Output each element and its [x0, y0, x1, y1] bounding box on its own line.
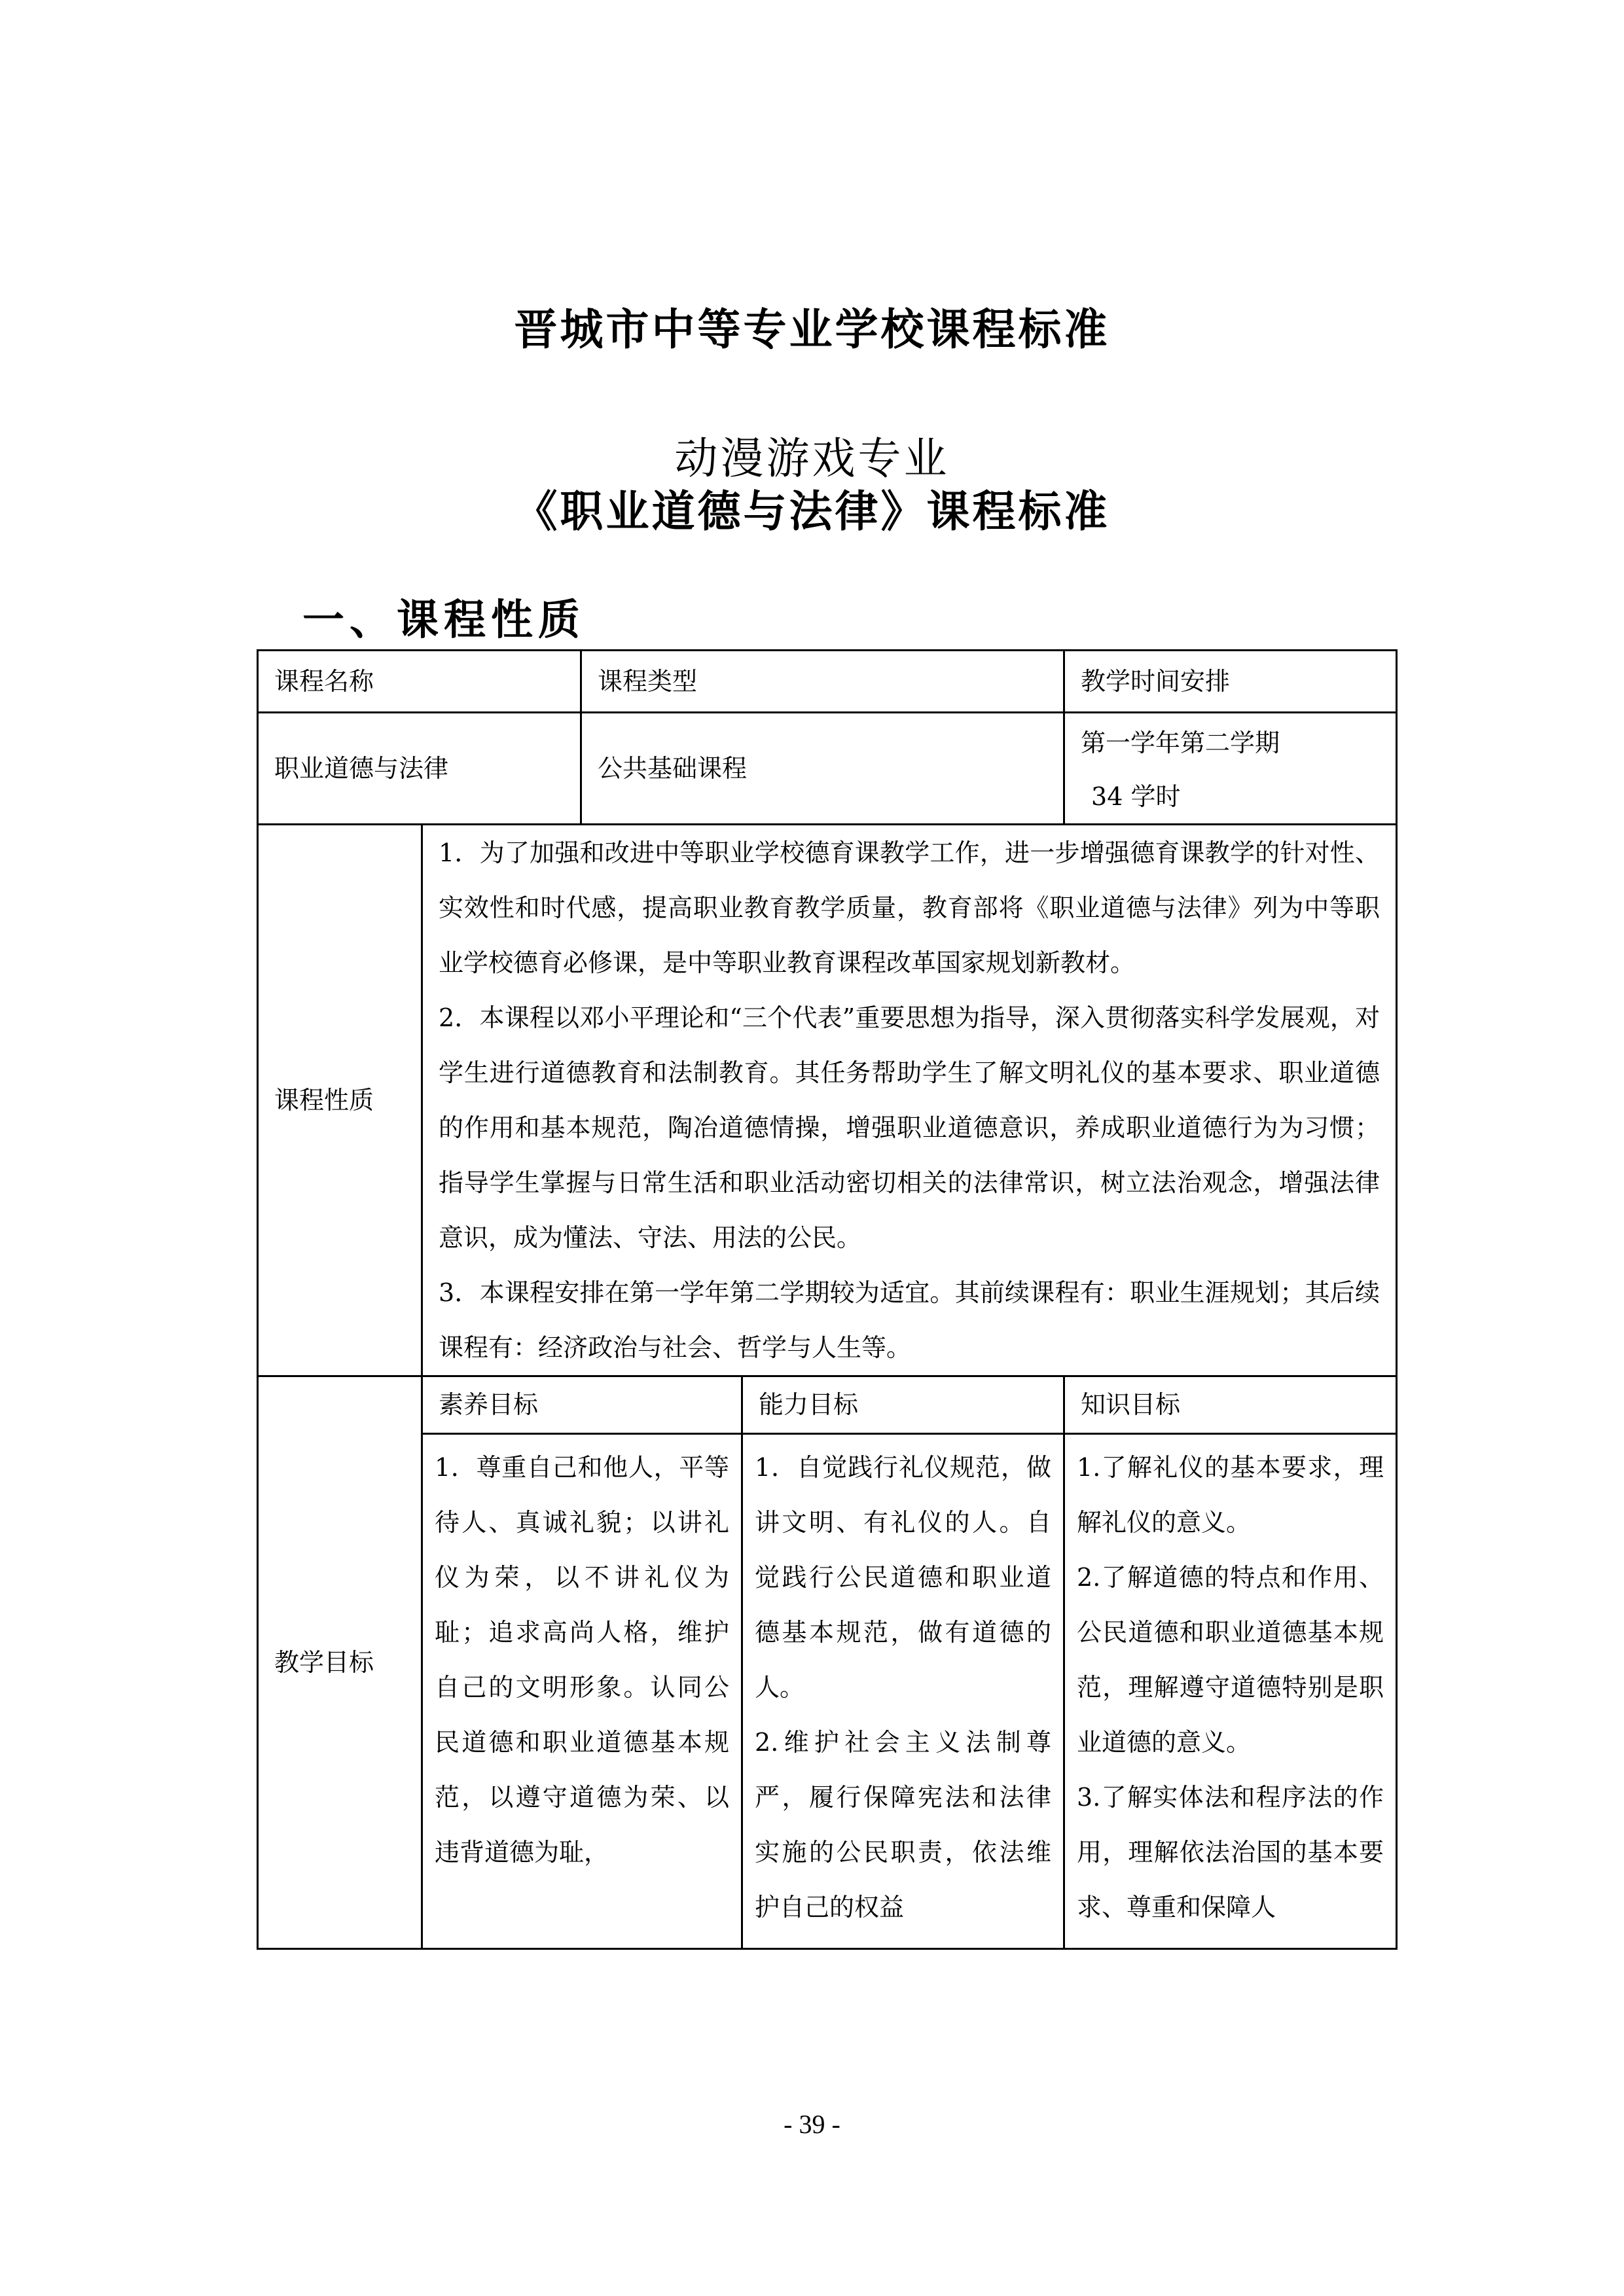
- col-header-schedule: 教学时间安排: [1064, 651, 1397, 713]
- goal-knowledge-item-1: 1.了解礼仪的基本要求，理解礼仪的意义。: [1077, 1453, 1384, 1537]
- nature-paragraph-3: 3．本课程安排在第一学年第二学期较为适宜。其前续课程有：职业生涯规划；其后续课程有：经济政治与社会、哲学与人生等。: [439, 1278, 1380, 1362]
- nature-paragraph-1: 1．为了加强和改进中等职业学校德育课教学工作，进一步增强德育课教学的针对性、实效性和时代感，提高职业教育教学质量，教育部将《职业道德与法律》列为中等职业学校德育必修课，是中等职业教育课程改革国家规划新教材。: [439, 838, 1380, 977]
- major-subtitle: 动漫游戏专业: [674, 433, 950, 484]
- course-nature-label: 课程性质: [258, 825, 422, 1376]
- goal-ability-content: [742, 1434, 1064, 1949]
- table-info-row: [258, 713, 1397, 825]
- col-header-course-type: 课程类型: [581, 651, 1064, 713]
- goal-knowledge-content: [1064, 1434, 1397, 1949]
- course-info-table: [257, 649, 1398, 1950]
- goal-header-quality: 素养目标: [422, 1376, 742, 1434]
- schedule-hours: 34 学时: [1091, 782, 1181, 811]
- page-number: - 39 -: [784, 2109, 840, 2139]
- goal-ability-item-1: 1．自觉践行礼仪规范，做讲文明、有礼仪的人。自觉践行公民道德和职业道德基本规范，做有道德的人。: [755, 1453, 1052, 1702]
- course-nature-content: [422, 825, 1397, 1376]
- course-standard-title: 《职业道德与法律》课程标准: [514, 486, 1110, 537]
- course-name-value: 职业道德与法律: [258, 713, 581, 825]
- goal-ability-item-2: 2.维护社会主义法制尊严，履行保障宪法和法律实施的公民职责，依法维护自己的权益: [755, 1728, 1052, 1922]
- course-type-value: 公共基础课程: [581, 713, 1064, 825]
- section-heading-course-nature: 一、课程性质: [302, 596, 585, 645]
- schedule-semester: 第一学年第二学期: [1081, 728, 1280, 757]
- nature-paragraph-2: 2．本课程以邓小平理论和“三个代表”重要思想为指导，深入贯彻落实科学发展观，对学生进行道德教育和法制教育。其任务帮助学生了解文明礼仪的基本要求、职业道德的作用和基本规范，陶冶道德情操，增强职业道德意识，养成职业道德行为为习惯；指导学生掌握与日常生活和职业活动密切相关的法律常识，树立法治观念，增强法律意识，成为懂法、守法、用法的公民。: [439, 1003, 1380, 1252]
- goal-header-ability: 能力目标: [742, 1376, 1064, 1434]
- teaching-goals-label: 教学目标: [258, 1376, 422, 1949]
- goal-quality-content: [422, 1434, 742, 1949]
- goal-header-knowledge: 知识目标: [1064, 1376, 1397, 1434]
- goal-knowledge-item-3: 3.了解实体法和程序法的作用，理解依法治国的基本要求、尊重和保障人: [1077, 1783, 1384, 1922]
- course-nature-row: [258, 825, 1397, 1376]
- schedule-value: [1064, 713, 1397, 825]
- goals-content-row: [258, 1434, 1397, 1949]
- col-header-course-name: 课程名称: [258, 651, 581, 713]
- school-standard-title: 晋城市中等专业学校课程标准: [514, 304, 1110, 355]
- goals-header-row: [258, 1376, 1397, 1434]
- goal-quality-item-1: 1．尊重自己和他人，平等待人、真诚礼貌；以讲礼仪为荣，以不讲礼仪为耻；追求高尚人格，维护自己的文明形象。认同公民道德和职业道德基本规范，以遵守道德为荣、以违背道德为耻，: [435, 1453, 730, 1867]
- goal-knowledge-item-2: 2.了解道德的特点和作用、公民道德和职业道德基本规范，理解遵守道德特别是职业道德的意义。: [1077, 1563, 1384, 1757]
- table-header-row: [258, 651, 1397, 713]
